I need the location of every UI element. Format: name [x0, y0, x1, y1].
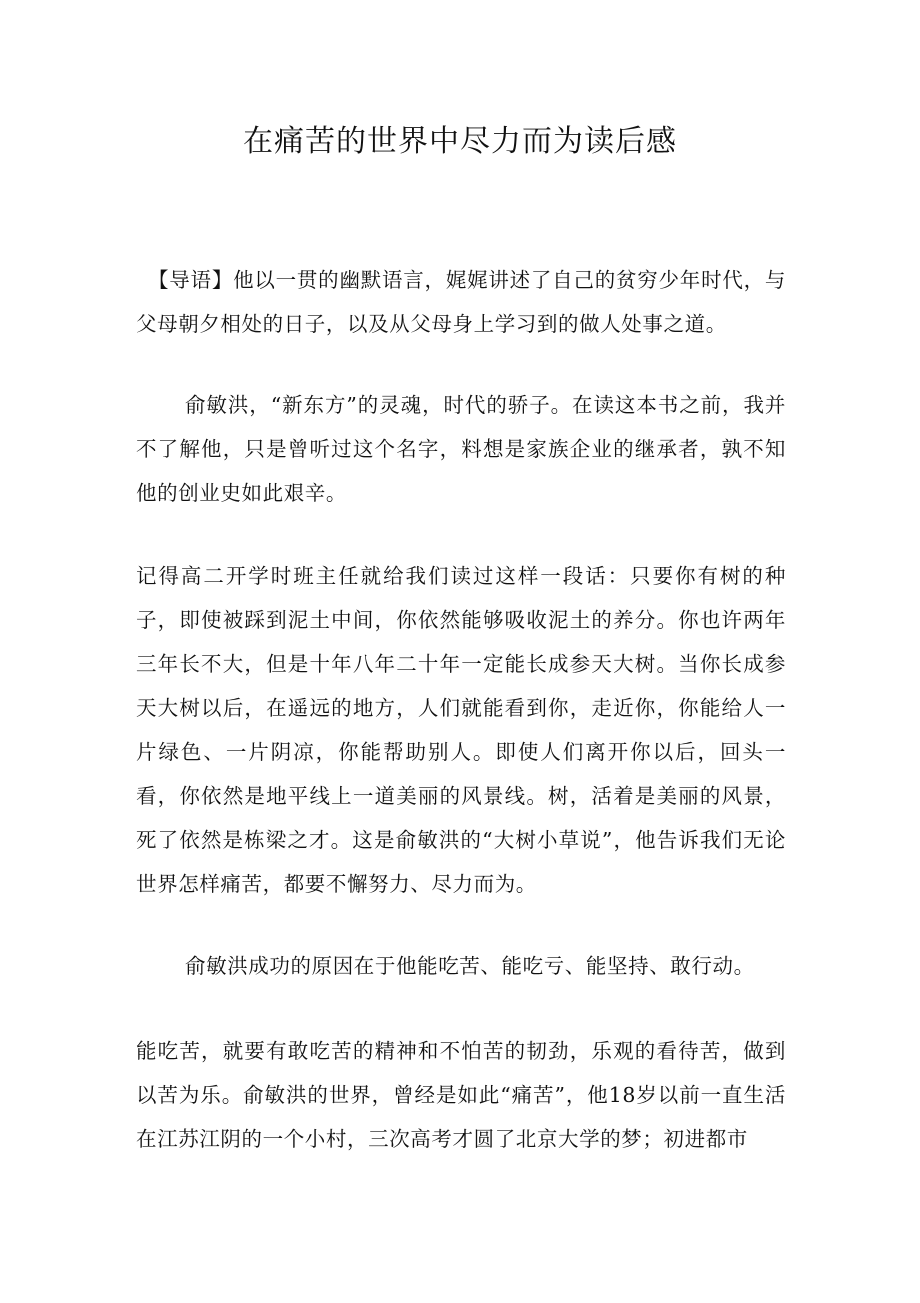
- paragraph-intro: 【导语】他以一贯的幽默语言，娓娓讲述了自己的贫穷少年时代，与父母朝夕相处的日子，以及从父母身上学习到的做人处事之道。: [136, 268, 786, 336]
- paragraph: 俞敏洪成功的原因在于他能吃苦、能吃亏、能坚持、敢行动。: [185, 954, 755, 978]
- paragraph: 能吃苦，就要有敢吃苦的精神和不怕苦的韧劲，乐观的看待苦，做到以苦为乐。俞敏洪的世界，曾经是如此“痛苦”，他18岁以前一直生活在江苏江阴的一个小村，三次高考才圆了北京大学的梦；初进都市: [136, 1039, 786, 1151]
- paragraph: 俞敏洪，“新东方”的灵魂，时代的骄子。在读这本书之前，我并不了解他，只是曾听过这个名字，料想是家族企业的继承者，孰不知他的创业史如此艰辛。: [136, 393, 786, 505]
- document-title: 在痛苦的世界中尽力而为读后感: [243, 124, 677, 159]
- paragraph: 记得高二开学时班主任就给我们读过这样一段话：只要你有树的种子，即使被踩到泥土中间，你依然能够吸收泥土的养分。你也许两年三年长不大，但是十年八年二十年一定能长成参天大树。当你长成参天大树以后，在遥远的地方，人们就能看到你，走近你，你能给人一片绿色、一片阴凉，你能帮助别人。即使人们离开你以后，回头一看，你依然是地平线上一道美丽的风景线。树，活着是美丽的风景，死了依然是栋梁之才。这是俞敏洪的“大树小草说”，他告诉我们无论世界怎样痛苦，都要不懈努力、尽力而为。: [136, 564, 786, 896]
